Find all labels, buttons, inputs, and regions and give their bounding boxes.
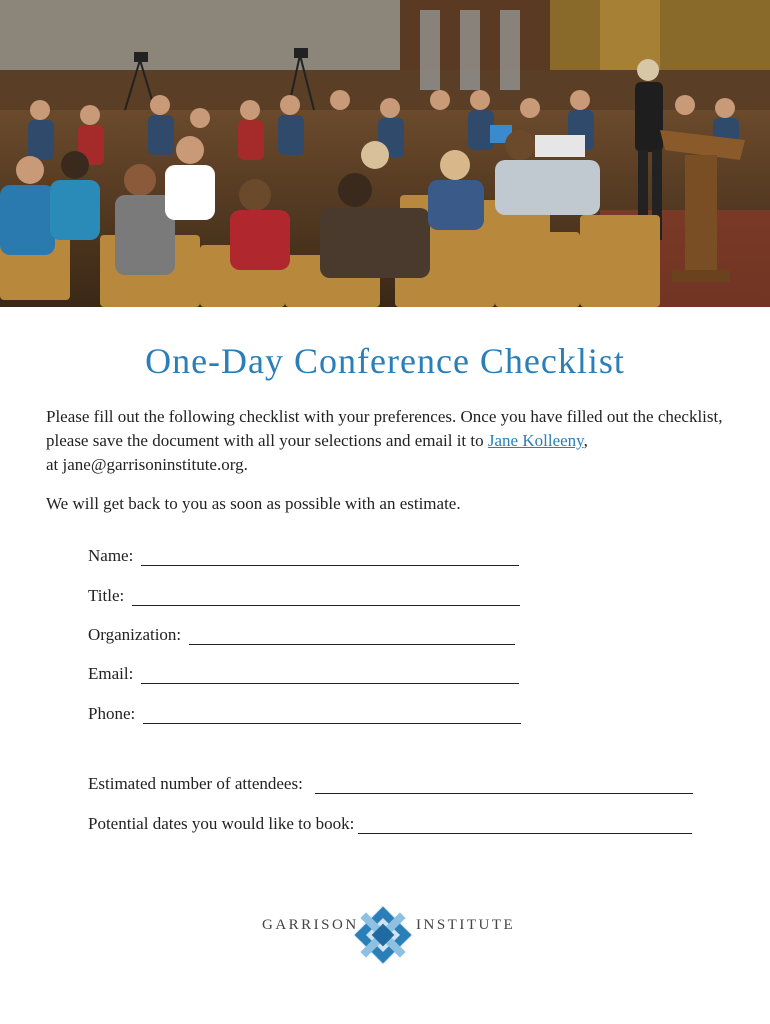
- phone-label: Phone:: [88, 704, 136, 723]
- logo-right-word: INSTITUTE: [416, 917, 516, 933]
- header-photo: [0, 0, 770, 307]
- name-label: Name:: [88, 546, 134, 565]
- attendees-input-line[interactable]: [315, 776, 693, 794]
- garrison-knot-icon: [350, 893, 416, 977]
- garrison-institute-logo: [0, 890, 770, 980]
- intro-paragraph: [46, 405, 726, 477]
- organization-input-line[interactable]: [189, 627, 515, 645]
- estimate-note: We will get back to you as soon as possible with an estimate.: [46, 494, 461, 513]
- intro-comma: ,: [583, 431, 588, 450]
- email-label: Email:: [88, 664, 134, 683]
- dates-label: Potential dates you would like to book:: [88, 814, 355, 833]
- email-field-row: [88, 664, 519, 684]
- name-input-line[interactable]: [141, 548, 519, 566]
- contact-link[interactable]: Jane Kolleeny: [487, 431, 584, 450]
- page-title: One-Day Conference Checklist: [145, 341, 625, 381]
- attendees-label: Estimated number of attendees:: [88, 774, 303, 793]
- phone-field-row: [88, 704, 521, 724]
- phone-input-line[interactable]: [143, 706, 521, 724]
- title-label: Title:: [88, 586, 125, 605]
- organization-label: Organization:: [88, 625, 182, 644]
- logo-left-word: GARRISON: [262, 917, 359, 933]
- dates-input-line[interactable]: [358, 816, 692, 834]
- title-field-row: [88, 586, 520, 606]
- intro-text: Please fill out the following checklist with your preferences. Once you have filled out the checklist, please save the document with all your selections and email it to: [46, 407, 723, 450]
- intro-email-line: at jane@garrisoninstitute.org.: [46, 455, 248, 474]
- name-field-row: [88, 546, 519, 566]
- conference-photo-icon: [0, 0, 770, 307]
- email-input-line[interactable]: [141, 666, 519, 684]
- attendees-field-row: [88, 774, 693, 794]
- title-input-line[interactable]: [132, 588, 520, 606]
- dates-field-row: [88, 814, 692, 834]
- organization-field-row: [88, 625, 515, 645]
